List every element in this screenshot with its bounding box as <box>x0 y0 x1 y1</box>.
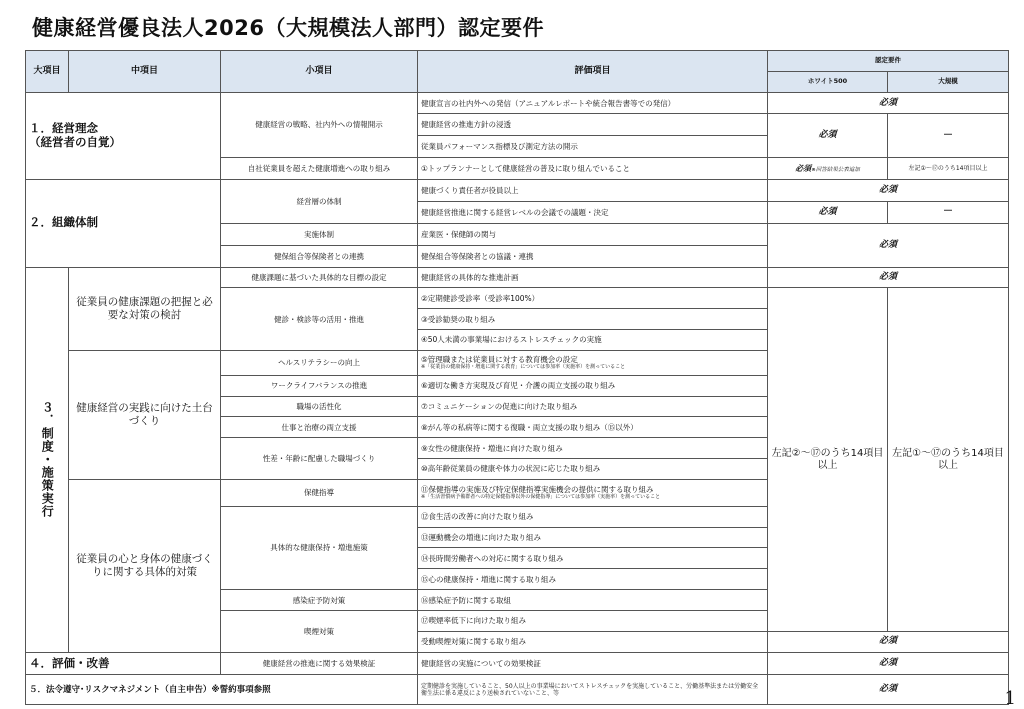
req-e9: 必須 <box>768 267 1009 288</box>
middle-m3: 従業員の心と身体の健康づくりに関する具体的対策 <box>69 479 221 652</box>
header-req: 認定要件 <box>768 51 1009 72</box>
eval-e20: ⑫食生活の改善に向けた取り組み <box>418 506 768 527</box>
req-group-white: 左記②～⑰のうち14項目以上 <box>768 288 888 631</box>
eval-e15: ⑦コミュニケーションの促進に向けた取り組み <box>418 396 768 417</box>
req-e6-white: 必須 <box>768 201 888 223</box>
eval-e5: 健康づくり責任者が役員以上 <box>418 180 768 202</box>
section-1-title: １．経営理念 <box>29 121 98 136</box>
section-1-subtitle: （経営者の自覚） <box>29 134 121 149</box>
section-2: ２．組織体制 <box>26 180 221 267</box>
minor-c9: 具体的な健康保持・増進施策 <box>221 506 418 589</box>
eval-e19 <box>418 479 768 506</box>
minor-c3: ヘルスリテラシーの向上 <box>221 350 418 375</box>
eval-e19-text: ⑪保健指導の実施及び特定保健指導実施機会の提供に関する取り組み <box>421 485 654 495</box>
header-middle: 中項目 <box>69 51 221 93</box>
req-e4-large: 左記①～⑰のうち14項目以上 <box>888 158 1009 180</box>
page-title: 健康経営優良法人2026（大規模法人部門）認定要件 <box>32 16 544 40</box>
middle-m1: 従業員の健康課題の把握と必要な対策の検討 <box>69 267 221 350</box>
header-large: 大規模 <box>888 71 1009 92</box>
header-minor: 小項目 <box>221 51 418 93</box>
eval-e23: ⑮心の健康保持・増進に関する取り組み <box>418 569 768 590</box>
eval-e8: 健保組合等保険者との協議・連携 <box>418 245 768 267</box>
header-eval: 評価項目 <box>418 51 768 93</box>
minor-b3: 健保組合等保険者との連携 <box>221 245 418 267</box>
eval-e12: ④50人未満の事業場におけるストレスチェックの実施 <box>418 329 768 350</box>
eval-e24: ⑯感染症予防に関する取組 <box>418 590 768 611</box>
minor-c8: 保健指導 <box>221 479 418 506</box>
eval-e28: 定期健診を実施していること、50人以上の事業場においてストレスチェックを実施していること、労働基準法または労働安全衛生法に係る違反により送検されていないこと、等 <box>418 675 768 705</box>
eval-e22: ⑭長時間労働者への対応に関する取り組み <box>418 548 768 569</box>
req-e4-must: 必須 <box>795 163 812 173</box>
eval-e17: ⑨女性の健康保持・増進に向けた取り組み <box>418 438 768 459</box>
minor-c4: ワークライフバランスの推進 <box>221 375 418 396</box>
eval-e21: ⑬運動機会の増進に向けた取り組み <box>418 527 768 548</box>
eval-e26: 受動喫煙対策に関する取り組み <box>418 631 768 652</box>
req-e5: 必須 <box>768 180 1009 202</box>
minor-c5: 職場の活性化 <box>221 396 418 417</box>
eval-e9: 健康経営の具体的な推進計画 <box>418 267 768 288</box>
minor-a1: 健康経営の戦略、社内外への情報開示 <box>221 92 418 158</box>
eval-e13 <box>418 350 768 375</box>
minor-c1: 健康課題に基づいた具体的な目標の設定 <box>221 267 418 288</box>
section-5: ５．法令遵守･リスクマネジメント（自主申告）※誓約事項参照 <box>26 675 418 705</box>
req-e28: 必須 <box>768 675 1009 705</box>
req-e27: 必須 <box>768 652 1009 675</box>
req-group-large: 左記①～⑰のうち14項目以上 <box>888 288 1009 631</box>
eval-e7: 産業医・保健師の関与 <box>418 223 768 245</box>
eval-e18: ⑩高年齢従業員の健康や体力の状況に応じた取り組み <box>418 458 768 479</box>
eval-e2: 健康経営の推進方針の浸透 <box>418 114 768 136</box>
requirements-table <box>25 50 1009 705</box>
eval-e16: ⑧がん等の私病等に関する復職・両立支援の取り組み（⑮以外） <box>418 417 768 438</box>
header-white500: ホワイト500 <box>768 71 888 92</box>
eval-e13-note: ※「従業員の健康保持・増進に関する教育」については参加率（実施率）を測っていること <box>421 364 626 371</box>
req-e2-large: － <box>888 114 1009 158</box>
req-e7: 必須 <box>768 223 1009 267</box>
minor-c11: 喫煙対策 <box>221 610 418 652</box>
eval-e6: 健康経営推進に関する経営レベルの会議での議題・決定 <box>418 201 768 223</box>
section-4: ４．評価・改善 <box>26 652 221 675</box>
page-number: 1 <box>1004 688 1016 709</box>
eval-e13-text: ⑤管理職または従業員に対する教育機会の設定 <box>421 355 578 365</box>
section-3: ３．制度・施策実行 <box>26 267 69 652</box>
req-e6-large: － <box>888 201 1009 223</box>
eval-e14: ⑥適切な働き方実現及び育児・介護の両立支援の取り組み <box>418 375 768 396</box>
eval-e27: 健康経営の実施についての効果検証 <box>418 652 768 675</box>
minor-c10: 感染症予防対策 <box>221 590 418 611</box>
section-1 <box>26 92 221 179</box>
eval-e1: 健康宣言の社内外への発信（アニュアルレポートや統合報告書等での発信） <box>418 92 768 114</box>
eval-e4: ①トップランナーとして健康経営の普及に取り組んでいること <box>418 158 768 180</box>
req-e26: 必須 <box>768 631 1009 652</box>
req-e2-white: 必須 <box>768 114 888 158</box>
minor-d1: 健康経営の推進に関する効果検証 <box>221 652 418 675</box>
eval-e25: ⑰喫煙率低下に向けた取り組み <box>418 610 768 631</box>
middle-m2: 健康経営の実践に向けた土台づくり <box>69 350 221 479</box>
eval-e11: ③受診勧奨の取り組み <box>418 309 768 330</box>
eval-e19-note: ※「生活習慣病予備群者への特定保健指導以外の保健指導」については参加率（実施率）を測っていること <box>421 494 661 501</box>
req-e4-white <box>768 158 888 180</box>
eval-e10: ②定期健診受診率（受診率100%） <box>418 288 768 309</box>
minor-c7: 性差・年齢に配慮した職場づくり <box>221 438 418 480</box>
req-e4-note: ※回答結果公表追加 <box>811 166 860 173</box>
minor-b1: 経営層の体制 <box>221 180 418 224</box>
minor-c6: 仕事と治療の両立支援 <box>221 417 418 438</box>
minor-a2: 自社従業員を超えた健康増進への取り組み <box>221 158 418 180</box>
req-e1: 必須 <box>768 92 1009 114</box>
eval-e3: 従業員パフォーマンス指標及び測定方法の開示 <box>418 136 768 158</box>
header-major: 大項目 <box>26 51 69 93</box>
minor-b2: 実施体制 <box>221 223 418 245</box>
minor-c2: 健診・検診等の活用・推進 <box>221 288 418 350</box>
